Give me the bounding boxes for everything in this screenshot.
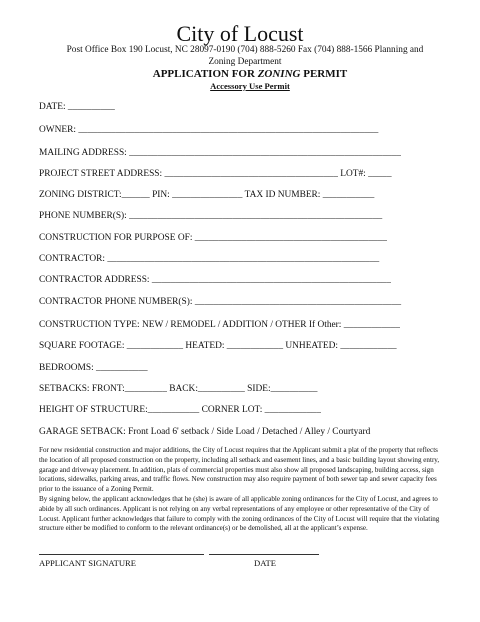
phone-numbers-field[interactable]: PHONE NUMBER(S): ______________________________________________________ (39, 211, 383, 221)
date-field[interactable]: DATE: __________ (39, 102, 115, 112)
garage-setback-field[interactable]: GARAGE SETBACK: Front Load 6' setback / Side Load / Detached / Alley / Courtyard (39, 427, 371, 437)
mailing-address-field[interactable]: MAILING ADDRESS: __________________________________________________________ (39, 148, 401, 158)
city-address (55, 44, 435, 68)
form-subtitle: Accessory Use Permit (210, 81, 290, 91)
requirements-notice (39, 446, 441, 534)
applicant-signature-label: APPLICANT SIGNATURE (39, 558, 137, 568)
contractor-address-field[interactable]: CONTRACTOR ADDRESS: ___________________________________________________ (39, 275, 391, 285)
construction-type-field[interactable]: CONSTRUCTION TYPE: NEW / REMODEL / ADDITION / OTHER If Other: ____________ (39, 320, 400, 330)
form-title-prefix: APPLICATION FOR (152, 68, 258, 80)
bedrooms-field[interactable]: BEDROOMS: ___________ (39, 363, 148, 373)
construction-purpose-field[interactable]: CONSTRUCTION FOR PURPOSE OF: _________________________________________ (39, 233, 387, 243)
zoning-district-field[interactable]: ZONING DISTRICT:______ PIN: _______________ TAX ID NUMBER: ___________ (39, 190, 375, 200)
form-title-zoning: ZONING (257, 68, 301, 80)
height-corner-lot-field[interactable]: HEIGHT OF STRUCTURE:___________ CORNER LOT: ____________ (39, 405, 321, 415)
address-line-2: Zoning Department (208, 57, 282, 67)
notice-paragraph-plat: For new residential construction and major additions, the City of Locust requires that the Applicant submit a plat of the property that reflects the location of all proposed construction on the property, including all setback and easement lines, and a basic building layout showing entry, garage and driveway placement. In addition, plats of commercial properties must also show all proposed landscaping, building access, sign locations, sidewalks, parking areas, and traffic flows. New construction may also require payment of both sewer tap and sewer capacity fees prior to the issuance of a Zoning Permit. (39, 446, 440, 494)
owner-field[interactable]: OWNER: ________________________________________________________________ (39, 125, 379, 135)
signature-date-label: DATE (254, 558, 276, 568)
form-title (0, 68, 480, 81)
contractor-phone-field[interactable]: CONTRACTOR PHONE NUMBER(S): ____________________________________________ (39, 297, 402, 307)
address-line-1: Post Office Box 190 Locust, NC 28097-0190 (704) 888-5260 Fax (704) 888-1566 Planning and (66, 45, 424, 55)
square-footage-field[interactable]: SQUARE FOOTAGE: ____________ HEATED: ____________ UNHEATED: ____________ (39, 341, 397, 351)
notice-paragraph-acknowledgement: By signing below, the applicant acknowledges that he (she) is aware of all applicable zoning ordinances for the City of Locust, and agrees to abide by all such ordinances. Applicant is not relying on any verbal representations of any employee or other representative of the City of Locust. Applicant further acknowledges that failure to comply with the zoning ordinances of the City of Locust will require that the violating structure either be modified to conform to the relevant ordinance(s) or be demolished, all at the applicant’s expense. (39, 494, 440, 533)
applicant-signature-line[interactable] (39, 554, 204, 555)
city-title: City of Locust (176, 21, 304, 46)
setbacks-field[interactable]: SETBACKS: FRONT:_________ BACK:__________ SIDE:__________ (39, 384, 318, 394)
form-title-suffix: PERMIT (300, 68, 348, 80)
signature-date-line[interactable] (209, 554, 319, 555)
project-street-address-field[interactable]: PROJECT STREET ADDRESS: _____________________________________ LOT#: _____ (39, 169, 392, 179)
contractor-field[interactable]: CONTRACTOR: __________________________________________________________ (39, 254, 380, 264)
